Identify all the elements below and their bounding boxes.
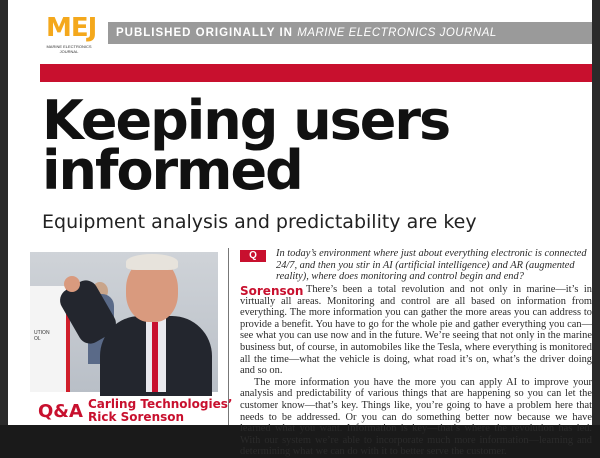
published-banner xyxy=(116,25,497,41)
booth-text: UTION OL xyxy=(34,330,50,342)
question-badge: Q xyxy=(240,250,266,262)
portrait-photo xyxy=(30,252,218,392)
deck-subtitle: Equipment analysis and predictability are key xyxy=(42,211,477,233)
published-prefix: PUBLISHED ORIGINALLY IN xyxy=(116,27,298,39)
red-rule xyxy=(40,64,592,82)
headline-line-1: Keeping users xyxy=(42,89,450,152)
page-right-margin xyxy=(592,0,600,425)
page-left-margin xyxy=(0,0,8,425)
headline-line-2: informed xyxy=(42,139,302,202)
interview-question: In today’s environment where just about everything electronic is connected 24/7, and then you stir in AI (artificial intelligence) and AR (augmented reality), where does monitoring and control begin and end? xyxy=(276,248,587,283)
answer-paragraph-2: The more information you have the more you can apply AI to improve your analysis and predictability of various things that are happening so you can let the customer know—that’s key. Things like, you’re going to have a problem here that needs to be addressed. Or you can do something better now because we have learned what you want. Information is key—that’s where the revolution has led. With our system we’re able to incorporate much more information—learning and determining what we can do with it to better serve the customer. xyxy=(240,376,592,458)
subject-hand xyxy=(64,276,80,292)
subject-hair xyxy=(126,254,178,270)
journal-name: MARINE ELECTRONICS JOURNAL xyxy=(297,27,497,39)
mej-logo xyxy=(46,14,110,54)
interview-answer xyxy=(240,284,592,458)
byline-company: Carling Technologies’ xyxy=(88,397,233,411)
document-page xyxy=(8,0,592,458)
qa-mark: Q&A xyxy=(38,401,83,422)
logo-subtitle: MARINE ELECTRONICS JOURNAL xyxy=(46,44,92,54)
headline xyxy=(42,89,582,202)
subject-lanyard xyxy=(152,322,158,392)
logo-letters: MEJ xyxy=(46,13,97,43)
byline xyxy=(88,398,232,424)
byline-person: Rick Sorenson xyxy=(88,410,185,424)
answer-text-1: There’s been a total revolution and not only in marine—it’s in virtually all areas. Monitoring and control are all based on information from everything. The more information you can gather the more areas you can address to provide a benefit. You have to go for the whole pie and gather everything you can—see what you can use now and in the future. We’re seeing that not only in the marine business but, of course, in automobiles like the Tesla, where everything is monitored all the time—what the vehicle is doing, what road it’s on, what’s the driver doing and so on. xyxy=(240,284,592,377)
answer-speaker-name: Sorenson xyxy=(240,284,304,298)
